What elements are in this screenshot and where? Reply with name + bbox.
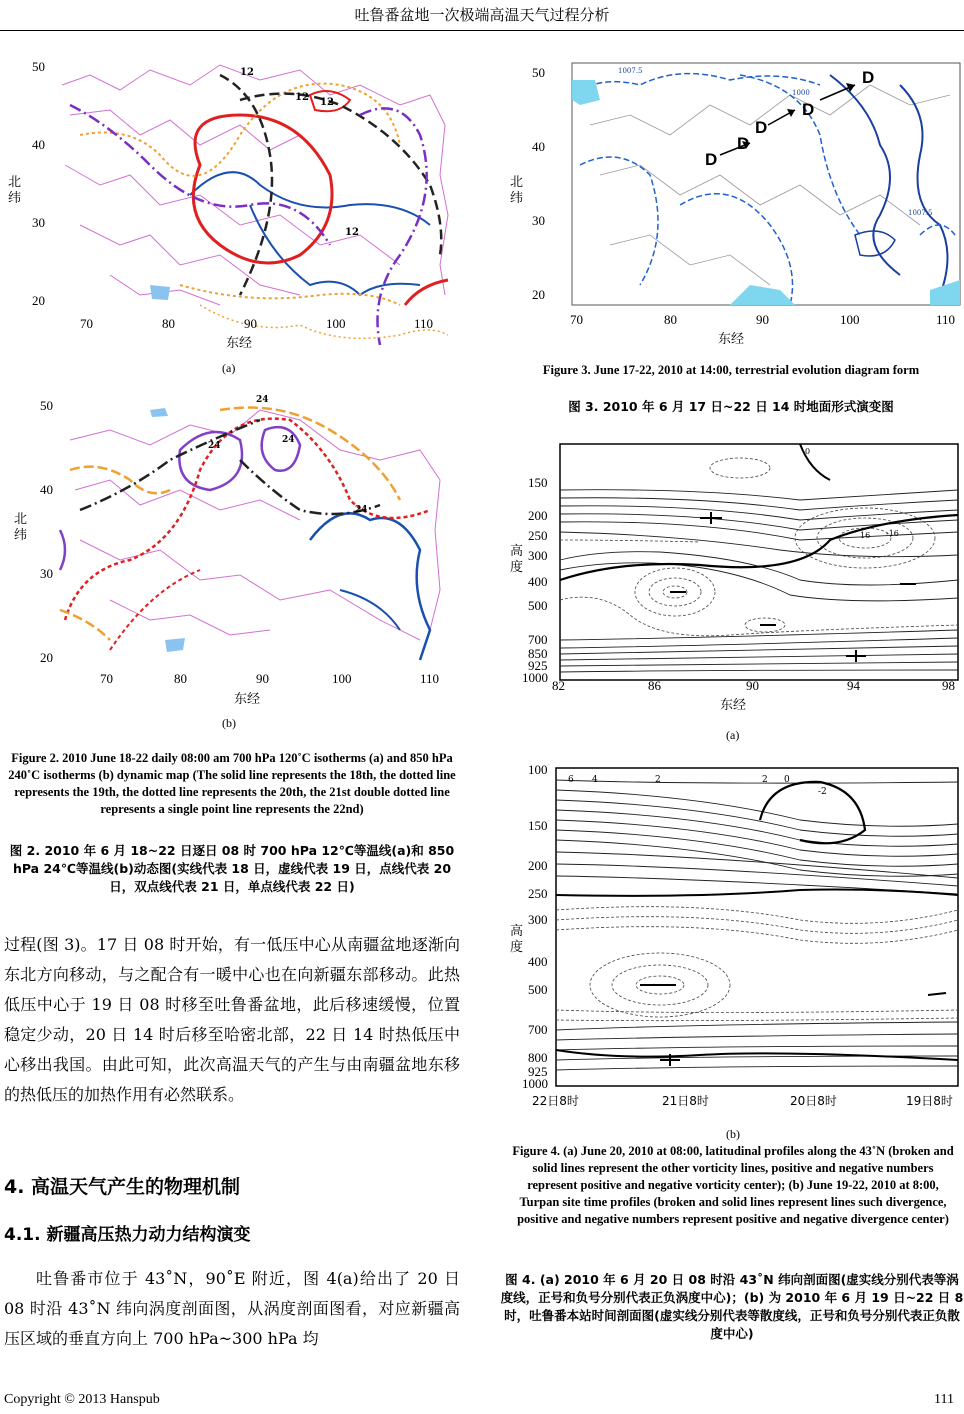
lat-tick: 40	[32, 137, 45, 152]
lon-tick: 100	[332, 671, 352, 686]
lon-tick: 100	[326, 316, 346, 331]
divergence-time-profile	[500, 760, 962, 1105]
lon-tick: 80	[174, 671, 187, 686]
y-axis-label: 高度	[510, 544, 524, 575]
lat-tick: 20	[40, 650, 53, 665]
y-tick: 300	[528, 912, 548, 927]
y-tick: 200	[528, 858, 548, 873]
y-tick: 700	[528, 632, 548, 647]
y-tick: 200	[528, 508, 548, 523]
x-tick: 20日8时	[790, 1094, 837, 1108]
vorticity-label: 16	[860, 531, 871, 540]
y-tick: 250	[528, 886, 548, 901]
lat-tick: 20	[532, 287, 545, 302]
subfigure-label-a: (a)	[726, 728, 740, 742]
low-pressure-marker: D	[862, 68, 875, 87]
y-tick: 925	[528, 1064, 548, 1079]
x-axis-label: 东经	[226, 336, 253, 351]
lat-tick: 20	[32, 293, 45, 308]
x-tick: 98	[942, 678, 955, 693]
y-tick: 150	[528, 818, 548, 833]
y-tick: 925	[528, 658, 548, 673]
lat-tick: 30	[532, 213, 545, 228]
lat-tick: 40	[40, 482, 53, 497]
contour-label: 12	[240, 67, 254, 78]
isotherm-map-2b	[0, 390, 460, 685]
figure-2b	[0, 390, 460, 685]
x-tick: 82	[552, 678, 565, 693]
lon-tick: 90	[244, 316, 257, 331]
figure-2-caption-en: Figure 2. 2010 June 18-22 daily 08:00 am 700 hPa 120˚C isotherms (a) and 850 hPa 240˚C isotherms (b) dynamic map (The solid line represents the 18th, the dotted line represents the 19th, the dotted line represents the 20th, the 21st double dotted line represents a single point line represents the 22nd)	[8, 751, 456, 816]
pressure-label: 1007.5	[618, 67, 643, 75]
y-tick: 300	[528, 548, 548, 563]
copyright: Copyright © 2013 Hanspub	[4, 1392, 160, 1407]
figure-4-caption-en: Figure 4. (a) June 20, 2010 at 08:00, latitudinal profiles along the 43˚N (broken and solid lines represent the other vorticity lines, positive and negative numbers represent positive and negative vorticity center); (b) June 19-22, 2010 at 8:00, Turpan site time profiles (broken and solid lines represent lines such divergence, positive and negative numbers represent positive and negative divergence center)	[512, 1144, 954, 1226]
page-number: 111	[934, 1392, 954, 1407]
divergence-label: 2	[762, 775, 768, 785]
lon-tick: 70	[80, 316, 93, 331]
x-axis-label: 东经	[234, 692, 261, 707]
y-tick: 850	[528, 646, 548, 661]
divergence-label: 0	[784, 775, 790, 785]
lat-tick: 50	[532, 65, 545, 80]
lat-tick: 50	[32, 59, 45, 74]
y-tick: 400	[528, 574, 548, 589]
contour-label: 12	[345, 227, 359, 238]
figure-4b	[500, 760, 962, 1105]
lat-tick: 30	[40, 566, 53, 581]
x-tick: 19日8时	[906, 1094, 953, 1108]
low-pressure-marker: D	[755, 118, 768, 137]
y-tick: 700	[528, 1022, 548, 1037]
y-tick: 1000	[522, 670, 548, 685]
subfigure-label-a: (a)	[222, 361, 236, 375]
running-header: 吐鲁番盆地一次极端高温天气过程分析	[354, 6, 610, 24]
y-tick: 500	[528, 982, 548, 997]
subsection-heading: 4.1. 新疆高压热力动力结构演变	[4, 1225, 251, 1245]
lon-tick: 80	[162, 316, 175, 331]
y-axis-label: 北纬	[510, 175, 524, 206]
subfigure-label-b: (b)	[222, 716, 236, 730]
lon-tick: 80	[664, 312, 677, 327]
contour-label: 24	[282, 435, 295, 445]
lon-tick: 90	[756, 312, 769, 327]
figure-4-caption-zh: 图 4. (a) 2010 年 6 月 20 日 08 时沿 43˚N 纬向剖面图(虚实线分别代表等涡度线，正号和负号分别代表正负涡度中心)；(b) 为 2010 年 6 月 19 日~22 日 8 时，吐鲁番本站时间剖面图(虚实线分别代表等散度线，正号和负号分别代表正负散度中心)	[500, 1272, 964, 1341]
contour-label: 12	[295, 92, 309, 103]
vorticity-label: -16	[886, 529, 899, 538]
divergence-label: 6	[568, 775, 574, 785]
vorticity-profile	[500, 440, 962, 705]
x-axis-label: 东经	[718, 332, 745, 347]
figure-4a	[500, 440, 962, 705]
figure-3-caption-zh: 图 3. 2010 年 6 月 17 日~22 日 14 时地面形式演变图	[568, 399, 894, 414]
lon-tick: 70	[100, 671, 113, 686]
figure-2-caption-zh: 图 2. 2010 年 6 月 18~22 日逐日 08 时 700 hPa 12℃等温线(a)和 850 hPa 24℃等温线(b)动态图(实线代表 18 日，虚线代表 19 日，点线代表 20 日，双点线代表 21 日，单点线代表 22 日)	[9, 843, 455, 894]
figure-2a	[0, 55, 460, 355]
lon-tick: 110	[420, 671, 440, 686]
lat-tick: 30	[32, 215, 45, 230]
contour-label: 24	[256, 395, 269, 405]
lon-tick: 70	[570, 312, 583, 327]
divergence-label: -2	[818, 787, 827, 797]
x-tick: 22日8时	[532, 1094, 579, 1108]
y-tick: 400	[528, 954, 548, 969]
contour-label: 24	[355, 505, 368, 515]
y-axis-label: 北纬	[8, 175, 22, 206]
vorticity-label: 0	[805, 447, 811, 456]
body-paragraph-1: 过程(图 3)。17 日 08 时开始，有一低压中心从南疆盆地逐渐向东北方向移动，与之配合有一暖中心也在向新疆东部移动。此热低压中心于 19 日 08 时移至吐鲁番盆地，此后移速缓慢，位置稳定少动，20 日 14 时后移至哈密北部，22 日 14 时热低压中心移出我国。由此可知，此次高温天气的产生与由南疆盆地东移的热低压的加热作用有必然联系。	[4, 935, 460, 1104]
divergence-label: 4	[592, 775, 598, 785]
contour-label: 12	[320, 97, 334, 108]
lon-tick: 110	[936, 312, 956, 327]
lat-tick: 50	[40, 398, 53, 413]
body-paragraph-2: 吐鲁番市位于 43˚N，90˚E 附近，图 4(a)给出了 20 日 08 时沿 43˚N 纬向涡度剖面图，从涡度剖面图看，对应新疆高压区域的垂直方向上 700 hPa~300 hPa 均	[4, 1269, 460, 1348]
y-tick: 100	[528, 762, 548, 777]
y-tick: 1000	[522, 1076, 548, 1091]
divergence-label: 2	[655, 775, 661, 785]
y-tick: 150	[528, 475, 548, 490]
subfigure-label-b: (b)	[726, 1127, 740, 1141]
section-heading: 4. 高温天气产生的物理机制	[4, 1176, 241, 1198]
figure-3	[500, 55, 962, 350]
contour-label: 24	[208, 441, 221, 451]
surface-pressure-map	[500, 55, 962, 350]
low-pressure-marker: D	[802, 100, 815, 119]
lat-tick: 40	[532, 139, 545, 154]
y-axis-label: 高度	[510, 924, 524, 955]
low-pressure-marker: D	[705, 150, 718, 169]
x-tick: 21日8时	[662, 1094, 709, 1108]
lon-tick: 100	[840, 312, 860, 327]
lon-tick: 110	[414, 316, 434, 331]
low-pressure-marker: D	[737, 134, 750, 153]
y-tick: 800	[528, 1050, 548, 1065]
lon-tick: 90	[256, 671, 269, 686]
header-rule	[0, 30, 964, 31]
y-tick: 250	[528, 528, 548, 543]
x-tick: 86	[648, 678, 661, 693]
pressure-label: 1000	[792, 89, 810, 97]
x-tick: 90	[746, 678, 759, 693]
figure-3-caption-en: Figure 3. June 17-22, 2010 at 14:00, terrestrial evolution diagram form	[542, 363, 920, 377]
x-tick: 94	[847, 678, 860, 693]
y-tick: 500	[528, 598, 548, 613]
y-axis-label: 北纬	[14, 512, 28, 543]
pressure-label: 1007.5	[908, 209, 933, 217]
isotherm-map-2a	[0, 55, 460, 355]
x-axis-label: 东经	[720, 698, 747, 713]
